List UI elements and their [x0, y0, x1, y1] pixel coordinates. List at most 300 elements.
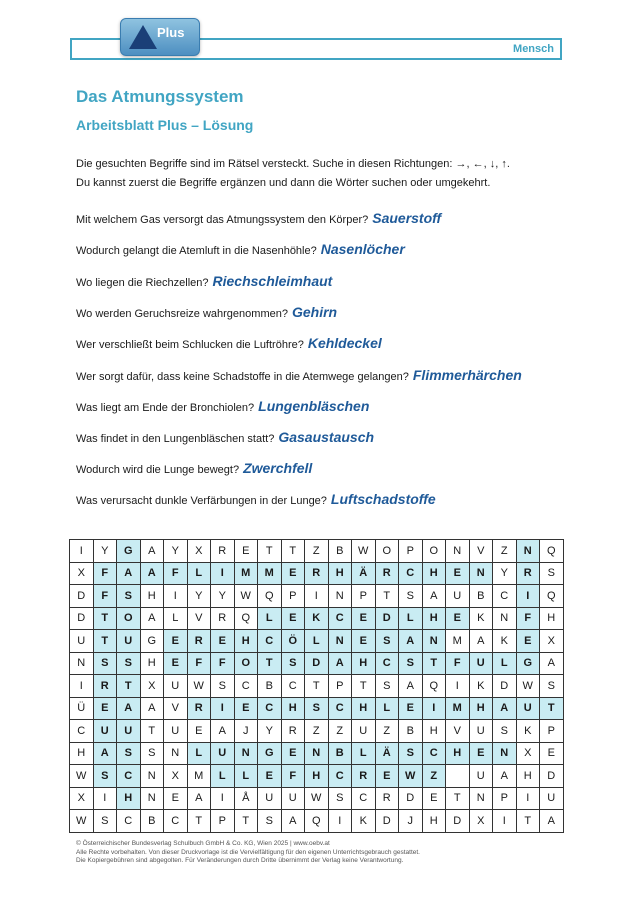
- grid-cell: Q: [305, 810, 329, 833]
- grid-cell: T: [258, 652, 282, 675]
- grid-cell: [446, 765, 470, 788]
- grid-cell: X: [140, 675, 164, 698]
- grid-cell: C: [328, 607, 352, 630]
- grid-cell: T: [352, 675, 376, 698]
- page-subtitle: Arbeitsblatt Plus – Lösung: [76, 117, 254, 133]
- grid-cell: I: [211, 787, 235, 810]
- grid-cell: E: [469, 742, 493, 765]
- grid-cell: N: [516, 540, 540, 563]
- grid-cell: A: [140, 697, 164, 720]
- plus-logo: [120, 18, 200, 56]
- grid-cell: S: [328, 787, 352, 810]
- grid-cell: S: [211, 675, 235, 698]
- grid-cell: D: [375, 810, 399, 833]
- grid-cell: S: [493, 720, 517, 743]
- grid-cell: N: [493, 742, 517, 765]
- grid-cell: T: [117, 675, 141, 698]
- grid-row: [70, 810, 564, 833]
- grid-cell: E: [446, 562, 470, 585]
- grid-cell: H: [516, 765, 540, 788]
- grid-cell: G: [117, 540, 141, 563]
- grid-cell: L: [352, 742, 376, 765]
- grid-cell: L: [258, 607, 282, 630]
- grid-cell: T: [446, 787, 470, 810]
- grid-cell: P: [328, 675, 352, 698]
- grid-cell: G: [516, 652, 540, 675]
- grid-cell: E: [352, 607, 376, 630]
- grid-cell: Z: [328, 720, 352, 743]
- grid-cell: C: [70, 720, 94, 743]
- grid-cell: X: [187, 540, 211, 563]
- grid-cell: C: [117, 765, 141, 788]
- grid-cell: U: [469, 652, 493, 675]
- grid-row: [70, 675, 564, 698]
- grid-cell: A: [187, 787, 211, 810]
- grid-cell: V: [164, 697, 188, 720]
- grid-cell: S: [117, 585, 141, 608]
- grid-cell: I: [70, 540, 94, 563]
- grid-cell: E: [281, 742, 305, 765]
- footer: © Österreichischer Bundesverlag Schulbuch GmbH & Co. KG, Wien 2025 | www.oebv.at Alle Rechte vorbehalten. Von dieser Druckvorlage ist die Vervielfältigung für den eigenen Unterrichtsgebrauch gestattet. Die Kopiergebühren sind abgegolten. Für Veränderungen durch Dritte übernimmt der Verlag keine Verantwortung.: [76, 840, 420, 864]
- grid-cell: W: [70, 765, 94, 788]
- grid-row: [70, 720, 564, 743]
- subject-label: Mensch: [513, 43, 554, 55]
- question-1: Mit welchem Gas versorgt das Atmungssystem den Körper? Sauerstoff: [76, 210, 442, 226]
- grid-cell: S: [540, 675, 564, 698]
- grid-cell: N: [70, 652, 94, 675]
- answer: Kehldeckel: [307, 335, 382, 351]
- grid-cell: L: [187, 562, 211, 585]
- grid-cell: E: [234, 540, 258, 563]
- grid-cell: E: [540, 742, 564, 765]
- grid-cell: R: [375, 787, 399, 810]
- grid-cell: I: [70, 675, 94, 698]
- question-2: Wodurch gelangt die Atemluft in die Nasenhöhle? Nasenlöcher: [76, 241, 405, 257]
- grid-row: [70, 742, 564, 765]
- grid-cell: C: [352, 787, 376, 810]
- grid-cell: F: [281, 765, 305, 788]
- grid-cell: W: [352, 540, 376, 563]
- grid-cell: B: [469, 585, 493, 608]
- grid-cell: C: [281, 675, 305, 698]
- grid-cell: R: [93, 675, 117, 698]
- grid-cell: B: [140, 810, 164, 833]
- grid-cell: E: [281, 607, 305, 630]
- grid-cell: Y: [258, 720, 282, 743]
- grid-cell: M: [187, 765, 211, 788]
- question-6: Wer sorgt dafür, dass keine Schadstoffe in die Atemwege gelangen? Flimmerhärchen: [76, 367, 522, 383]
- grid-cell: J: [399, 810, 423, 833]
- grid-cell: D: [375, 607, 399, 630]
- grid-cell: S: [281, 652, 305, 675]
- logo-text: Plus: [157, 25, 185, 40]
- grid-cell: W: [399, 765, 423, 788]
- grid-cell: F: [187, 652, 211, 675]
- grid-cell: E: [211, 630, 235, 653]
- instruction-line: Du kannst zuerst die Begriffe ergänzen und dann die Wörter suchen oder umgekehrt.: [76, 177, 491, 189]
- grid-cell: D: [446, 810, 470, 833]
- grid-cell: U: [117, 630, 141, 653]
- grid-cell: U: [281, 787, 305, 810]
- grid-cell: M: [234, 562, 258, 585]
- grid-cell: H: [234, 630, 258, 653]
- grid-cell: C: [422, 742, 446, 765]
- grid-cell: H: [328, 562, 352, 585]
- grid-cell: K: [305, 607, 329, 630]
- grid-cell: A: [140, 562, 164, 585]
- grid-cell: U: [93, 720, 117, 743]
- grid-cell: N: [140, 787, 164, 810]
- grid-cell: S: [258, 810, 282, 833]
- grid-row: [70, 607, 564, 630]
- grid-cell: V: [446, 720, 470, 743]
- grid-cell: P: [540, 720, 564, 743]
- grid-cell: D: [305, 652, 329, 675]
- grid-cell: E: [187, 720, 211, 743]
- grid-cell: N: [422, 630, 446, 653]
- grid-cell: Ä: [375, 742, 399, 765]
- grid-cell: R: [187, 697, 211, 720]
- question-9: Wodurch wird die Lunge bewegt? Zwerchfell: [76, 460, 313, 476]
- answer: Nasenlöcher: [320, 241, 405, 257]
- grid-cell: W: [516, 675, 540, 698]
- grid-cell: A: [281, 810, 305, 833]
- grid-cell: R: [281, 720, 305, 743]
- grid-cell: U: [540, 787, 564, 810]
- grid-cell: R: [352, 765, 376, 788]
- grid-cell: O: [375, 540, 399, 563]
- grid-cell: E: [399, 697, 423, 720]
- grid-cell: F: [211, 652, 235, 675]
- grid-cell: L: [187, 742, 211, 765]
- grid-cell: U: [469, 765, 493, 788]
- answer: Luftschadstoffe: [330, 491, 436, 507]
- grid-cell: F: [93, 585, 117, 608]
- grid-cell: Y: [164, 540, 188, 563]
- grid-cell: G: [140, 630, 164, 653]
- grid-cell: T: [422, 652, 446, 675]
- grid-cell: U: [117, 720, 141, 743]
- grid-cell: W: [187, 675, 211, 698]
- grid-cell: R: [211, 540, 235, 563]
- grid-cell: C: [399, 562, 423, 585]
- grid-cell: U: [352, 720, 376, 743]
- grid-cell: H: [281, 697, 305, 720]
- grid-cell: E: [234, 697, 258, 720]
- grid-cell: Q: [422, 675, 446, 698]
- page-title: Das Atmungssystem: [76, 87, 244, 106]
- grid-cell: T: [281, 540, 305, 563]
- grid-row: [70, 562, 564, 585]
- triangle-logo-icon: [129, 25, 157, 49]
- grid-cell: I: [422, 697, 446, 720]
- grid-cell: S: [93, 652, 117, 675]
- grid-cell: M: [446, 697, 470, 720]
- grid-row: [70, 787, 564, 810]
- grid-cell: A: [140, 540, 164, 563]
- question-10: Was verursacht dunkle Verfärbungen in der Lunge? Luftschadstoffe: [76, 491, 436, 507]
- question-8: Was findet in den Lungenbläschen statt? Gasaustausch: [76, 429, 375, 445]
- grid-cell: Y: [93, 540, 117, 563]
- grid-cell: V: [469, 540, 493, 563]
- grid-cell: N: [164, 742, 188, 765]
- grid-cell: P: [211, 810, 235, 833]
- grid-cell: A: [117, 697, 141, 720]
- grid-cell: D: [70, 607, 94, 630]
- grid-cell: C: [258, 697, 282, 720]
- grid-cell: P: [399, 540, 423, 563]
- grid-cell: A: [422, 585, 446, 608]
- grid-cell: N: [469, 787, 493, 810]
- grid-cell: X: [70, 562, 94, 585]
- grid-cell: L: [399, 607, 423, 630]
- answer: Gasaustausch: [278, 429, 375, 445]
- grid-cell: K: [469, 607, 493, 630]
- grid-cell: H: [352, 652, 376, 675]
- grid-cell: N: [328, 585, 352, 608]
- grid-cell: Å: [234, 787, 258, 810]
- grid-cell: W: [70, 810, 94, 833]
- grid-cell: S: [93, 810, 117, 833]
- grid-cell: T: [187, 810, 211, 833]
- grid-cell: Y: [493, 562, 517, 585]
- grid-cell: S: [93, 765, 117, 788]
- grid-cell: L: [234, 765, 258, 788]
- grid-cell: I: [211, 697, 235, 720]
- grid-cell: U: [258, 787, 282, 810]
- grid-cell: R: [211, 607, 235, 630]
- grid-row: [70, 765, 564, 788]
- grid-cell: S: [117, 652, 141, 675]
- grid-row: [70, 630, 564, 653]
- grid-cell: N: [234, 742, 258, 765]
- grid-cell: F: [516, 607, 540, 630]
- grid-cell: S: [305, 697, 329, 720]
- grid-cell: A: [399, 630, 423, 653]
- answer: Flimmerhärchen: [412, 367, 522, 383]
- question-3: Wo liegen die Riechzellen? Riechschleimhaut: [76, 273, 333, 289]
- grid-row: [70, 697, 564, 720]
- grid-cell: G: [258, 742, 282, 765]
- question-7: Was liegt am Ende der Bronchiolen? Lungenbläschen: [76, 398, 370, 414]
- grid-cell: F: [93, 562, 117, 585]
- grid-cell: E: [281, 562, 305, 585]
- grid-cell: S: [399, 742, 423, 765]
- grid-cell: C: [234, 675, 258, 698]
- grid-cell: C: [375, 652, 399, 675]
- grid-cell: T: [140, 720, 164, 743]
- grid-cell: D: [493, 675, 517, 698]
- grid-cell: I: [93, 787, 117, 810]
- grid-cell: S: [540, 562, 564, 585]
- grid-cell: R: [516, 562, 540, 585]
- grid-cell: E: [446, 607, 470, 630]
- grid-cell: C: [117, 810, 141, 833]
- grid-cell: S: [117, 742, 141, 765]
- grid-cell: A: [140, 607, 164, 630]
- grid-cell: A: [493, 697, 517, 720]
- grid-cell: S: [140, 742, 164, 765]
- grid-cell: X: [164, 765, 188, 788]
- grid-cell: T: [540, 697, 564, 720]
- grid-cell: X: [540, 630, 564, 653]
- grid-cell: R: [305, 562, 329, 585]
- grid-cell: P: [281, 585, 305, 608]
- grid-cell: C: [493, 585, 517, 608]
- grid-cell: T: [234, 810, 258, 833]
- grid-cell: R: [375, 562, 399, 585]
- grid-cell: A: [469, 630, 493, 653]
- grid-cell: K: [469, 675, 493, 698]
- grid-cell: E: [258, 765, 282, 788]
- grid-row: [70, 585, 564, 608]
- grid-cell: W: [305, 787, 329, 810]
- grid-cell: E: [352, 630, 376, 653]
- grid-cell: T: [305, 675, 329, 698]
- grid-cell: P: [352, 585, 376, 608]
- grid-cell: L: [211, 765, 235, 788]
- grid-cell: D: [399, 787, 423, 810]
- grid-row: [70, 652, 564, 675]
- grid-cell: N: [328, 630, 352, 653]
- grid-cell: C: [328, 697, 352, 720]
- answer: Gehirn: [291, 304, 338, 320]
- grid-cell: U: [516, 697, 540, 720]
- grid-cell: W: [234, 585, 258, 608]
- grid-cell: N: [305, 742, 329, 765]
- grid-cell: Z: [305, 540, 329, 563]
- grid-cell: H: [422, 810, 446, 833]
- grid-cell: T: [258, 540, 282, 563]
- grid-cell: Q: [540, 585, 564, 608]
- grid-cell: E: [93, 697, 117, 720]
- grid-cell: X: [70, 787, 94, 810]
- grid-cell: N: [446, 540, 470, 563]
- grid-cell: E: [164, 787, 188, 810]
- grid-cell: L: [493, 652, 517, 675]
- grid-cell: K: [352, 810, 376, 833]
- grid-cell: A: [117, 562, 141, 585]
- grid-cell: H: [469, 697, 493, 720]
- grid-cell: I: [493, 810, 517, 833]
- grid-cell: D: [70, 585, 94, 608]
- grid-cell: U: [70, 630, 94, 653]
- grid-cell: T: [516, 810, 540, 833]
- grid-cell: Z: [375, 720, 399, 743]
- grid-cell: H: [305, 765, 329, 788]
- grid-cell: I: [305, 585, 329, 608]
- grid-cell: U: [164, 675, 188, 698]
- grid-cell: I: [328, 810, 352, 833]
- grid-cell: E: [516, 630, 540, 653]
- grid-cell: A: [328, 652, 352, 675]
- grid-cell: Q: [540, 540, 564, 563]
- grid-cell: Y: [211, 585, 235, 608]
- grid-cell: O: [117, 607, 141, 630]
- grid-cell: M: [258, 562, 282, 585]
- grid-cell: K: [516, 720, 540, 743]
- grid-cell: U: [446, 585, 470, 608]
- grid-cell: A: [540, 810, 564, 833]
- grid-cell: U: [164, 720, 188, 743]
- grid-cell: C: [258, 630, 282, 653]
- grid-cell: A: [493, 765, 517, 788]
- grid-cell: R: [187, 630, 211, 653]
- answer: Zwerchfell: [243, 460, 313, 476]
- grid-cell: I: [446, 675, 470, 698]
- grid-cell: A: [93, 742, 117, 765]
- grid-cell: H: [140, 652, 164, 675]
- answer: Lungenbläschen: [258, 398, 370, 414]
- grid-cell: H: [117, 787, 141, 810]
- grid-cell: Ä: [352, 562, 376, 585]
- grid-cell: P: [493, 787, 517, 810]
- grid-cell: I: [516, 787, 540, 810]
- grid-cell: Z: [305, 720, 329, 743]
- grid-cell: T: [375, 585, 399, 608]
- grid-cell: I: [516, 585, 540, 608]
- grid-cell: S: [375, 630, 399, 653]
- grid-cell: Z: [493, 540, 517, 563]
- answer: Sauerstoff: [372, 210, 442, 226]
- grid-cell: A: [399, 675, 423, 698]
- grid-cell: H: [540, 607, 564, 630]
- grid-cell: O: [422, 540, 446, 563]
- grid-cell: K: [493, 630, 517, 653]
- grid-cell: V: [187, 607, 211, 630]
- grid-cell: H: [422, 562, 446, 585]
- grid-cell: B: [328, 742, 352, 765]
- grid-cell: S: [375, 675, 399, 698]
- grid-cell: Q: [234, 607, 258, 630]
- grid-cell: H: [70, 742, 94, 765]
- grid-cell: Ö: [281, 630, 305, 653]
- grid-cell: Z: [422, 765, 446, 788]
- grid-cell: U: [211, 742, 235, 765]
- grid-row: [70, 540, 564, 563]
- grid-cell: L: [305, 630, 329, 653]
- grid-cell: U: [469, 720, 493, 743]
- grid-cell: O: [234, 652, 258, 675]
- grid-cell: F: [446, 652, 470, 675]
- grid-cell: Q: [258, 585, 282, 608]
- grid-cell: I: [164, 585, 188, 608]
- grid-cell: N: [140, 765, 164, 788]
- grid-cell: H: [352, 697, 376, 720]
- grid-cell: T: [93, 607, 117, 630]
- question-5: Wer verschließt beim Schlucken die Luftröhre? Kehldeckel: [76, 335, 382, 351]
- grid-cell: H: [446, 742, 470, 765]
- grid-cell: F: [164, 562, 188, 585]
- grid-cell: N: [493, 607, 517, 630]
- grid-cell: E: [375, 765, 399, 788]
- grid-cell: H: [422, 720, 446, 743]
- grid-cell: L: [375, 697, 399, 720]
- grid-cell: E: [164, 652, 188, 675]
- grid-cell: B: [258, 675, 282, 698]
- grid-cell: C: [164, 810, 188, 833]
- grid-cell: T: [93, 630, 117, 653]
- grid-cell: H: [140, 585, 164, 608]
- grid-cell: Ü: [70, 697, 94, 720]
- grid-cell: X: [516, 742, 540, 765]
- grid-cell: S: [399, 652, 423, 675]
- grid-cell: A: [211, 720, 235, 743]
- grid-cell: C: [328, 765, 352, 788]
- grid-cell: X: [469, 810, 493, 833]
- grid-cell: B: [399, 720, 423, 743]
- grid-cell: D: [540, 765, 564, 788]
